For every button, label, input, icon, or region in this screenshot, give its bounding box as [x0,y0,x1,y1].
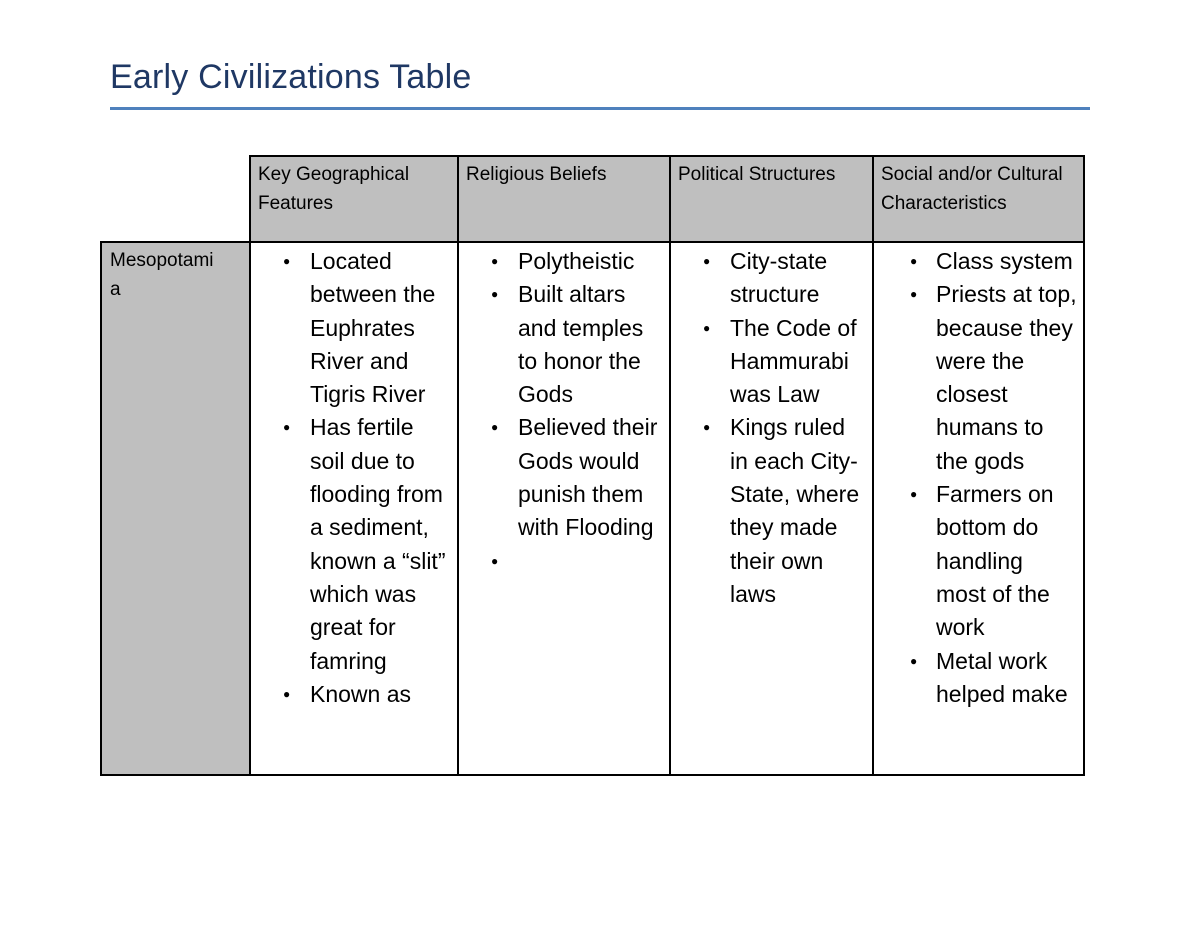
header-row [101,156,1084,242]
geography-list [255,245,453,711]
cell-social [873,242,1084,775]
page-title: Early Civilizations Table [110,58,472,96]
civilizations-table [100,155,1085,776]
religion-list [463,245,665,578]
empty-corner-cell [101,156,250,242]
list-item-empty [463,545,665,578]
row-label-mesopotamia: Mesopotamia [110,250,214,300]
list-item: ● Metal work helped make [878,645,1079,712]
header-social-cultural: Social and/or Cultural Characteristics [873,156,1084,242]
list-item: ● Believed their Gods would punish them with Flooding [463,411,665,544]
list-item: ● Class system [878,245,1079,278]
list-item: ● Located between the Euphrates River and Tigris River [255,245,453,411]
social-list [878,245,1079,711]
header-religious-beliefs: Religious Beliefs [458,156,670,242]
list-item: ● Known as [255,678,453,711]
list-item: ● Built altars and temples to honor the Gods [463,278,665,411]
list-item: ● Kings ruled in each City-State, where they made their own laws [675,411,868,611]
header-key-geographical-features: Key Geographical Features [250,156,458,242]
cell-geography [250,242,458,775]
cell-religion [458,242,670,775]
row-label-cell [101,242,250,775]
header-political-structures: Political Structures [670,156,873,242]
table-row [101,242,1084,775]
political-list [675,245,868,611]
list-item: ● City-state structure [675,245,868,312]
list-item: ● Farmers on bottom do handling most of the work [878,478,1079,644]
list-item: ● Polytheistic [463,245,665,278]
list-item: ● Priests at top, because they were the closest humans to the gods [878,278,1079,478]
list-item: ● Has fertile soil due to flooding from a sediment, known a “slit” which was great for famring [255,411,453,677]
cell-political [670,242,873,775]
title-underline [110,107,1090,110]
list-item: ● The Code of Hammurabi was Law [675,312,868,412]
